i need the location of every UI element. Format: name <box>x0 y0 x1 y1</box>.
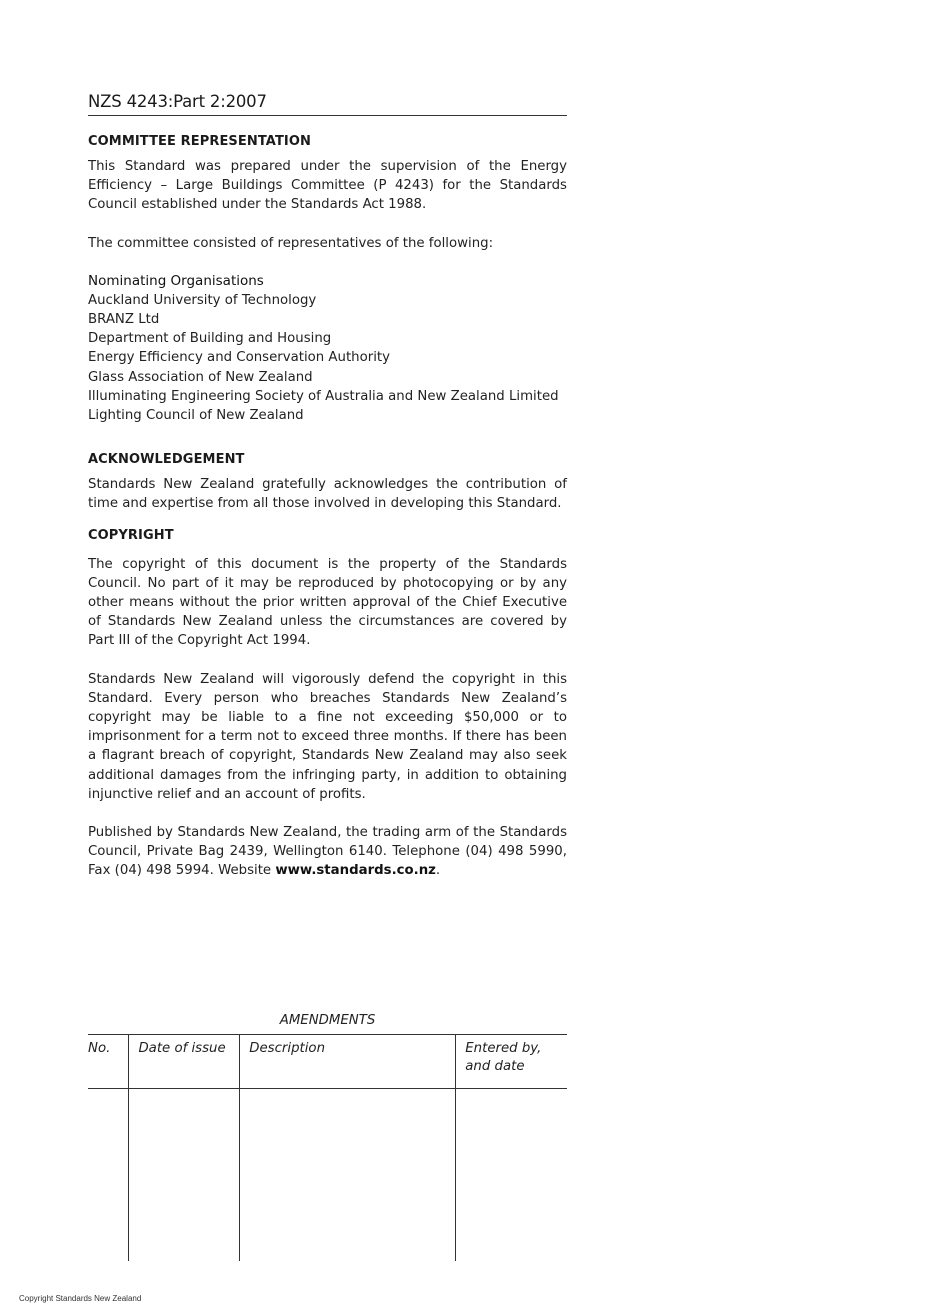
amendments-empty-row <box>88 1089 567 1262</box>
published-by-text: Published by Standards New Zealand, the trading arm of the Standards Council, Private Bag 2439, Wellington 6140. Telephone (04) 498 5990, Fax (04) 498 5994. Website <box>88 825 567 879</box>
organisation-item: Glass Association of New Zealand <box>88 369 313 385</box>
footer-copyright: Copyright Standards New Zealand <box>19 1294 142 1303</box>
published-by-end: . <box>435 863 441 879</box>
committee-heading: COMMITTEE REPRESENTATION <box>88 134 311 149</box>
copyright-paragraph-1: The copyright of this document is the property of the Standards Council. No part of it may be reproduced by photocopying or by any other means without the prior written approval of the Chief Executive of Standards New Zealand unless the circumstances are covered by Part III of the Copyright Act 1994. <box>88 556 567 649</box>
acknowledgement-heading: ACKNOWLEDGEMENT <box>88 452 245 468</box>
cell-entered-by <box>456 1089 567 1262</box>
website-link[interactable]: www.standards.co.nz <box>275 863 436 879</box>
organisation-item: Lighting Council of New Zealand <box>88 408 304 424</box>
committee-paragraph-2: The committee consisted of representatives of the following: <box>88 235 494 251</box>
page-title: NZS 4243:Part 2:2007 <box>88 92 567 116</box>
organisation-item: Illuminating Engineering Society of Australia and New Zealand Limited <box>88 388 559 404</box>
column-header-date: Date of issue <box>129 1035 240 1089</box>
acknowledgement-paragraph: Standards New Zealand gratefully acknowledges the contribution of time and expertise from all those involved in developing this Standard. <box>88 477 567 512</box>
document-page <box>88 88 567 881</box>
cell-no <box>88 1089 129 1262</box>
amendments-header-row <box>88 1035 567 1089</box>
amendments-title: AMENDMENTS <box>279 1013 376 1028</box>
copyright-heading: COPYRIGHT <box>88 527 174 543</box>
cell-date <box>129 1089 240 1262</box>
cell-description <box>240 1089 456 1262</box>
amendments-section <box>88 1013 567 1261</box>
column-header-entered-by: Entered by, and date <box>456 1035 567 1089</box>
nominating-organisations-heading: Nominating Organisations <box>88 272 264 289</box>
committee-paragraph-1: This Standard was prepared under the supervision of the Energy Efficiency – Large Buildings Committee (P 4243) for the Standards Council established under the Standards Act 1988. <box>88 159 567 213</box>
copyright-paragraph-2: Standards New Zealand will vigorously defend the copyright in this Standard. Every person who breaches Standards New Zealand’s copyright may be liable to a fine not exceeding $50,000 or to imprisonment for a term not to exceed three months. If there has been a flagrant breach of copyright, Standards New Zealand may also seek additional damages from the infringing party, in addition to obtaining injunctive relief and an account of profits. <box>88 671 567 802</box>
organisation-item: Auckland University of Technology <box>88 292 317 308</box>
organisation-item: BRANZ Ltd <box>88 312 160 328</box>
column-header-no: No. <box>88 1035 129 1089</box>
organisation-item: Energy Efficiency and Conservation Authority <box>88 350 390 366</box>
amendments-table <box>88 1034 567 1261</box>
copyright-paragraph-3 <box>88 823 567 881</box>
organisation-list <box>88 291 567 425</box>
column-header-description: Description <box>240 1035 456 1089</box>
organisation-item: Department of Building and Housing <box>88 331 332 347</box>
